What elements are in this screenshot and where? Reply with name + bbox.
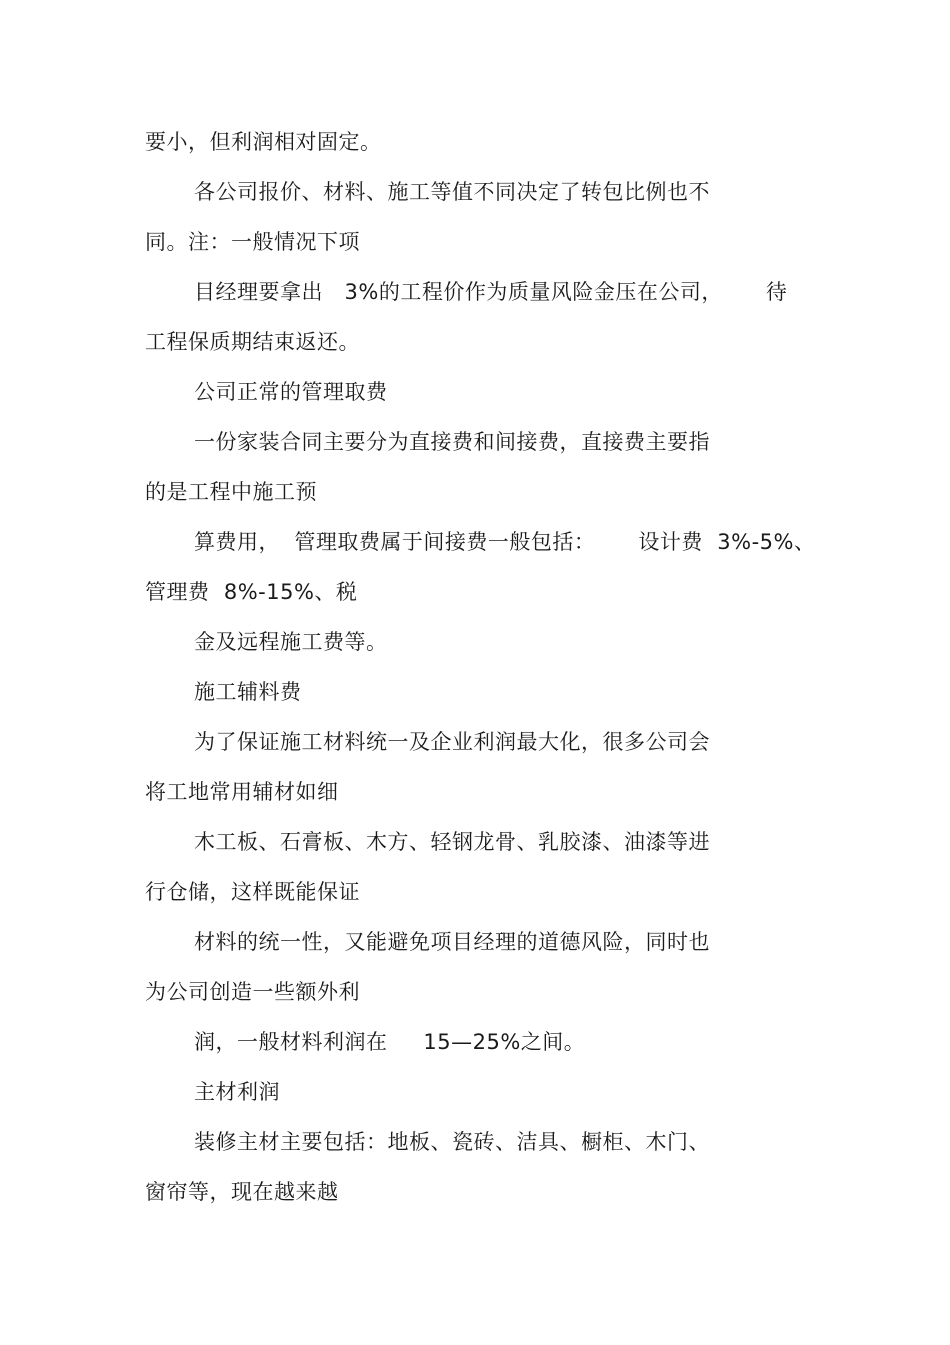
text-line: 同。注：一般情况下项 — [145, 230, 360, 254]
text-line: 材料的统一性，又能避免项目经理的道德风险，同时也 — [194, 930, 710, 954]
text-line: 各公司报价、材料、施工等值不同决定了转包比例也不 — [194, 180, 710, 204]
text-line: 将工地常用辅材如细 — [145, 780, 339, 804]
text-line: 工程保质期结束返还。 — [145, 330, 360, 354]
text-line: 为了保证施工材料统一及企业利润最大化，很多公司会 — [194, 730, 710, 754]
text-line: 装修主材主要包括：地板、瓷砖、洁具、橱柜、木门、 — [194, 1130, 710, 1154]
text-line: 算费用， 管理取费属于间接费一般包括： 设计费 3%-5%、 — [194, 530, 816, 554]
section-heading: 施工辅料费 — [194, 680, 302, 704]
text-line: 木工板、石膏板、木方、轻钢龙骨、乳胶漆、油漆等进 — [194, 830, 710, 854]
section-heading: 公司正常的管理取费 — [194, 380, 388, 404]
text-line: 为公司创造一些额外利 — [145, 980, 360, 1004]
text-line: 目经理要拿出 3%的工程价作为质量风险金压在公司， 待 — [194, 280, 788, 304]
text-line: 的是工程中施工预 — [145, 480, 317, 504]
text-line: 金及远程施工费等。 — [194, 630, 388, 654]
text-line: 一份家装合同主要分为直接费和间接费，直接费主要指 — [194, 430, 710, 454]
text-line: 要小，但利润相对固定。 — [145, 130, 382, 154]
text-line: 窗帘等，现在越来越 — [145, 1180, 339, 1204]
text-line: 润，一般材料利润在 15—25%之间。 — [194, 1030, 586, 1054]
text-line: 行仓储，这样既能保证 — [145, 880, 360, 904]
text-line: 管理费 8%-15%、税 — [145, 580, 358, 604]
section-heading: 主材利润 — [194, 1080, 280, 1104]
